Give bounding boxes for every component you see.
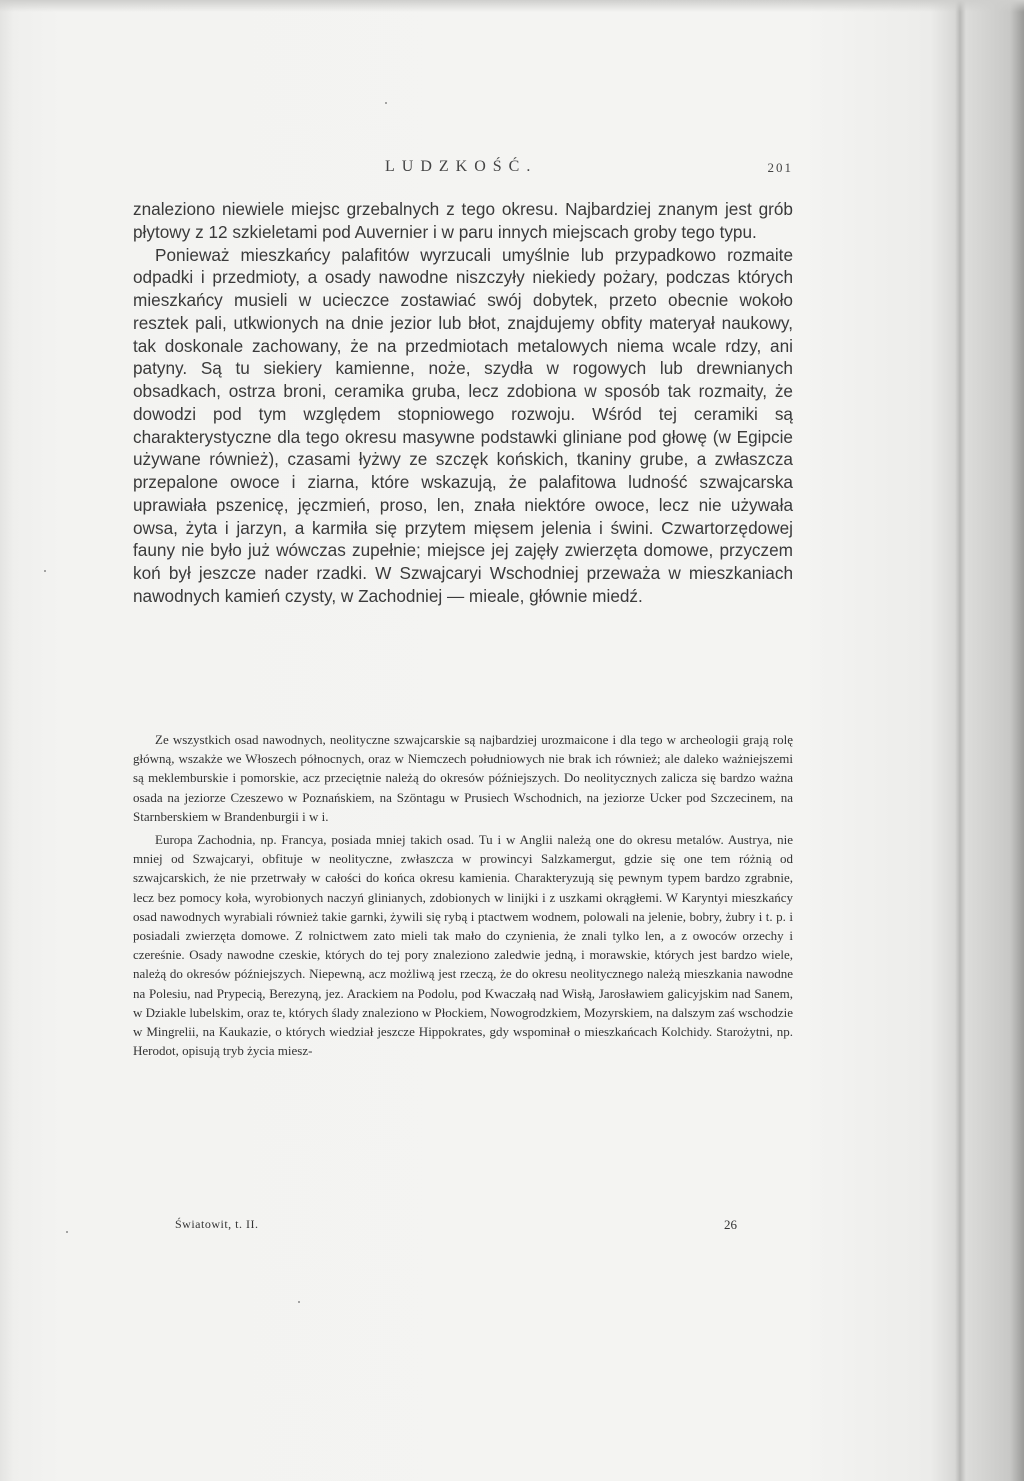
scan-speck [44, 570, 46, 572]
body-paragraph-1: znaleziono niewiele miejsc grzebalnych z tego okresu. Najbardziej znanym jest grób płytowy z 12 szkieletami pod Auvernier i w paru innych miejscach groby tego typu. [133, 199, 793, 242]
running-title: LUDZKOŚĆ. [385, 158, 538, 175]
main-text [133, 198, 793, 608]
scan-speck [298, 1301, 300, 1303]
page-number: 201 [767, 160, 793, 175]
footnote-paragraph-1: Ze wszystkich osad nawodnych, neolityczne szwajcarskie są najbardziej urozmaicone i dla tego w archeologii grają rolę główną, wszakże we Włoszech północnych, oraz w Niemczech południowych nie brak ich również; ale daleko ważniejszemi są meklemburskie i pomorskie, acz przeciętnie należą do okresów późniejszych. Do neolitycznych zalicza się bardzo ważna osada na jeziorze Czeszewo w Poznańskiem, na Szöntagu w Prusiech Wschodnich, na jeziorze Ucker pod Szczecinem, na Starnberskiem w Brandenburgii i w i. [133, 732, 793, 824]
scan-speck [385, 102, 387, 104]
signature-number: 26 [724, 1217, 737, 1232]
printer-signature [133, 1217, 793, 1235]
signature-mark: Światowit, t. II. [175, 1217, 259, 1231]
body-paragraph-2: Ponieważ mieszkańcy palafitów wyrzucali umyślnie lub przypadkowo rozmaite odpadki i przedmioty, a osady nawodne niszczyły niekiedy pożary, podczas których mieszkańcy musieli w ucieczce zostawiać swój dobytek, przeto obecnie wokoło resztek pali, utkwionych na dnie jezior lub błot, znajdujemy obfity materyał naukowy, tak doskonale zachowany, że na przedmiotach metalowych niema wcale rdzy, ani patyny. Są tu siekiery kamienne, noże, szydła w rogowych lub drewnianych obsadkach, ostrza broni, ceramika gruba, lecz zdobiona w sposób tak rozmaity, że dowodzi pod tym względem stopniowego rozwoju. Wśród tej ceramiki są charakterystyczne dla tego okresu masywne podstawki gliniane pod głowę (w Egipcie używane również), czasami łyżwy ze szczęk końskich, tkaniny grube, a zwłaszcza przepalone owoce i ziarna, które wskazują, że palafitowa ludność szwajcarska uprawiała pszenicę, jęczmień, proso, len, znała niektóre owoce, lecz nie używała owsa, żyta i jarzyn, a karmiła się przytem mięsem jelenia i świni. Czwartorzędowej fauny nie było już wówczas zupełnie; miejsce jej zajęły zwierzęta domowe, przyczem koń był jeszcze nader rzadki. W Szwajcaryi Wschodniej przeważa w mieszkaniach nawodnych kamień czysty, w Zachodniej — mieale, głównie miedź. [133, 244, 793, 606]
book-page [133, 0, 793, 1481]
scan-speck [66, 1231, 68, 1233]
footnote-paragraph-2: Europa Zachodnia, np. Francya, posiada mniej takich osad. Tu i w Anglii należą one do okresu metalów. Austrya, nie mniej od Szwajcaryi, obfituje w neolityczne, zwłaszcza w prowincyi Salzkamergut, gdzie się one tem różnią od szwajcarskich, że nie przetrwały w całości do końca okresu kamienia. Charakteryzują się pewnym typem bardzo zgrabnie, lecz bez pomocy koła, wyrobionych naczyń glinianych, zdobionych w linijki i z uszkami okrągłemi. W Karyntyi mieszkańcy osad nawodnych wyrabiali również takie garnki, żywili się rybą i ptactwem wodnem, polowali na jelenie, bobry, żubry i t. p. i posiadali zwierzęta domowe. Z rolnictwem zato mieli tak mało do czynienia, że znali tylko len, a z owoców orzechy i czereśnie. Osady nawodne czeskie, których do tej pory znaleziono zaledwie jedną, i morawskie, których jest bardzo wiele, należą do okresów późniejszych. Niepewną, acz możliwą jest rzeczą, że do okresu neolitycznego należą mieszkania nawodne na Polesiu, nad Prypecią, Berezyną, jez. Arackiem na Podolu, pod Kwaczałą nad Wisłą, Jarosławiem galicyjskim nad Sanem, w Dziakle lubelskim, oraz te, których ślady znaleziono w Płockiem, Nowogrodzkiem, Mozyrskiem, na dalszym zaś wschodzie w Mingrelii, na Kaukazie, o których wiedział jeszcze Hippokrates, gdy wspominał o mieszkańcach Kolchidy. Starożytni, np. Herodot, opisują tryb życia miesz- [133, 832, 793, 1059]
footnote-block [133, 730, 793, 1060]
running-head [133, 158, 793, 180]
